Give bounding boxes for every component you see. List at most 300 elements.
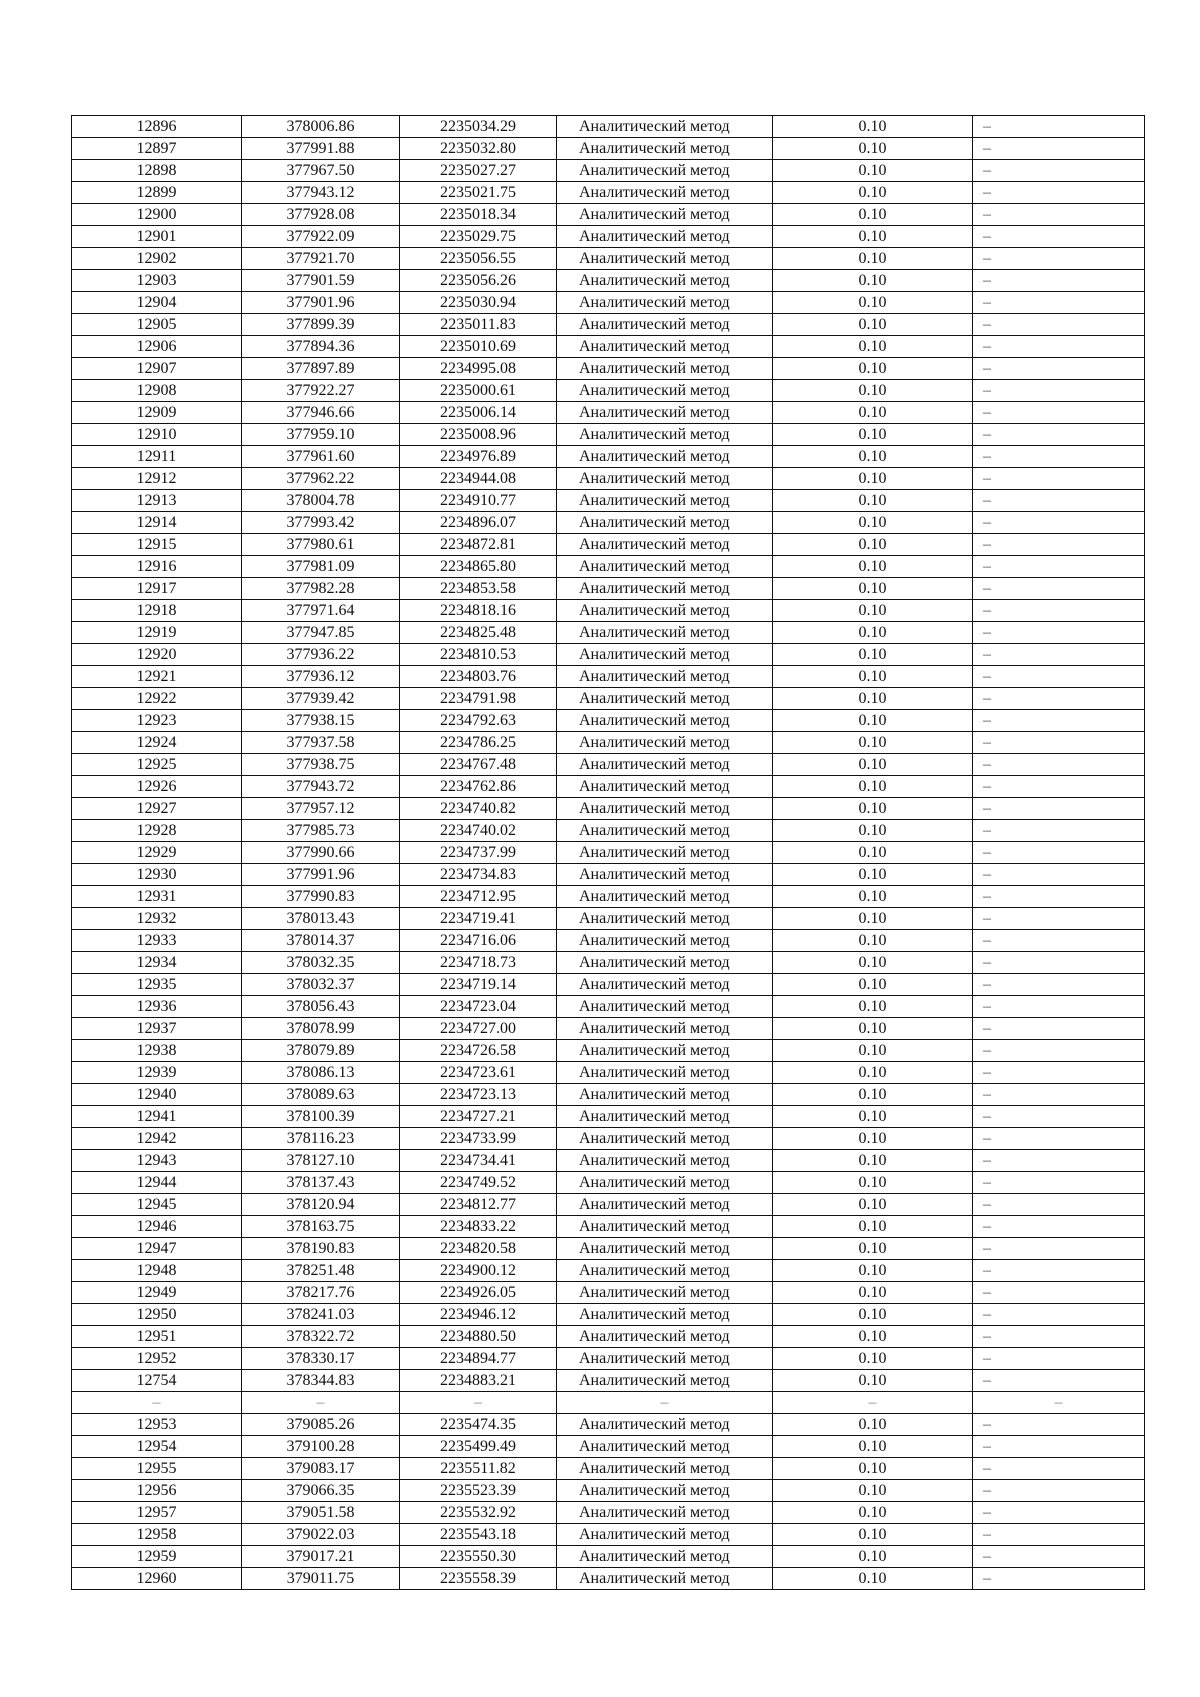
table-row [72,1128,1145,1150]
method-cell: Аналитический метод [557,1326,773,1348]
y-coordinate-cell: 2235008.96 [400,424,557,446]
method-cell: Аналитический метод [557,1260,773,1282]
x-coordinate-cell: 377894.36 [242,336,400,358]
y-coordinate-cell: 2234818.16 [400,600,557,622]
note-cell: – [973,116,1145,138]
accuracy-cell: 0.10 [773,1216,973,1238]
x-coordinate-cell: 377938.15 [242,710,400,732]
x-coordinate-cell: 378013.43 [242,908,400,930]
point-number-cell: 12953 [72,1414,242,1436]
point-number-cell: 12950 [72,1304,242,1326]
x-coordinate-cell: 377962.22 [242,468,400,490]
table-row [72,468,1145,490]
x-coordinate-cell: 378004.78 [242,490,400,512]
point-number-cell: 12939 [72,1062,242,1084]
x-coordinate-cell: 379011.75 [242,1568,400,1590]
point-number-cell: 12921 [72,666,242,688]
y-coordinate-cell: 2234723.04 [400,996,557,1018]
table-row [72,402,1145,424]
x-coordinate-cell: 377928.08 [242,204,400,226]
point-number-cell: 12926 [72,776,242,798]
y-coordinate-cell: 2235056.55 [400,248,557,270]
note-cell: – [973,468,1145,490]
method-cell: Аналитический метод [557,578,773,600]
point-number-cell: 12907 [72,358,242,380]
x-coordinate-cell: 377936.22 [242,644,400,666]
point-number-cell: 12918 [72,600,242,622]
note-cell: – [973,1326,1145,1348]
accuracy-cell: 0.10 [773,226,973,248]
x-coordinate-cell: 378137.43 [242,1172,400,1194]
accuracy-cell: 0.10 [773,776,973,798]
note-cell: – [973,1128,1145,1150]
point-number-cell: – [72,1392,242,1414]
x-coordinate-cell: 378322.72 [242,1326,400,1348]
x-coordinate-cell: 377938.75 [242,754,400,776]
accuracy-cell: 0.10 [773,622,973,644]
y-coordinate-cell: 2234723.61 [400,1062,557,1084]
y-coordinate-cell: 2234762.86 [400,776,557,798]
table-row [72,820,1145,842]
x-coordinate-cell: 378116.23 [242,1128,400,1150]
x-coordinate-cell: 377936.12 [242,666,400,688]
y-coordinate-cell: 2234825.48 [400,622,557,644]
x-coordinate-cell: 378014.37 [242,930,400,952]
accuracy-cell: 0.10 [773,1546,973,1568]
point-number-cell: 12897 [72,138,242,160]
point-number-cell: 12917 [72,578,242,600]
table-row [72,1084,1145,1106]
method-cell: Аналитический метод [557,556,773,578]
y-coordinate-cell: 2234883.21 [400,1370,557,1392]
y-coordinate-cell: 2235006.14 [400,402,557,424]
x-coordinate-cell: 377897.89 [242,358,400,380]
point-number-cell: 12903 [72,270,242,292]
table-row [72,974,1145,996]
note-cell: – [973,1084,1145,1106]
method-cell: Аналитический метод [557,270,773,292]
x-coordinate-cell: 378100.39 [242,1106,400,1128]
y-coordinate-cell: 2235018.34 [400,204,557,226]
method-cell: Аналитический метод [557,1502,773,1524]
table-row [72,1370,1145,1392]
table-row [72,512,1145,534]
y-coordinate-cell: 2234726.58 [400,1040,557,1062]
accuracy-cell: 0.10 [773,952,973,974]
accuracy-cell: 0.10 [773,204,973,226]
point-number-cell: 12936 [72,996,242,1018]
y-coordinate-cell: 2234865.80 [400,556,557,578]
accuracy-cell: 0.10 [773,1370,973,1392]
table-row [72,380,1145,402]
note-cell: – [973,996,1145,1018]
note-cell: – [973,248,1145,270]
table-row [72,644,1145,666]
accuracy-cell: 0.10 [773,1084,973,1106]
table-row [72,710,1145,732]
note-cell: – [973,380,1145,402]
accuracy-cell: 0.10 [773,996,973,1018]
table-row [72,732,1145,754]
point-number-cell: 12960 [72,1568,242,1590]
accuracy-cell: 0.10 [773,1436,973,1458]
accuracy-cell: 0.10 [773,688,973,710]
point-number-cell: 12913 [72,490,242,512]
table-row [72,1326,1145,1348]
table-row [72,336,1145,358]
point-number-cell: 12896 [72,116,242,138]
method-cell: Аналитический метод [557,138,773,160]
x-coordinate-cell: 379085.26 [242,1414,400,1436]
table-row [72,1062,1145,1084]
x-coordinate-cell: 377990.83 [242,886,400,908]
method-cell: Аналитический метод [557,424,773,446]
note-cell: – [973,1282,1145,1304]
accuracy-cell: 0.10 [773,798,973,820]
table-row [72,446,1145,468]
point-number-cell: 12925 [72,754,242,776]
note-cell: – [973,1458,1145,1480]
y-coordinate-cell: 2235550.30 [400,1546,557,1568]
method-cell: Аналитический метод [557,380,773,402]
accuracy-cell: 0.10 [773,138,973,160]
note-cell: – [973,1524,1145,1546]
y-coordinate-cell: 2235511.82 [400,1458,557,1480]
note-cell: – [973,1018,1145,1040]
accuracy-cell: 0.10 [773,534,973,556]
accuracy-cell: 0.10 [773,160,973,182]
note-cell: – [973,1546,1145,1568]
point-number-cell: 12898 [72,160,242,182]
point-number-cell: 12949 [72,1282,242,1304]
method-cell: Аналитический метод [557,402,773,424]
note-cell: – [973,754,1145,776]
point-number-cell: 12954 [72,1436,242,1458]
accuracy-cell: 0.10 [773,1062,973,1084]
table-row [72,204,1145,226]
y-coordinate-cell: 2234723.13 [400,1084,557,1106]
x-coordinate-cell: 377980.61 [242,534,400,556]
table-row [72,1348,1145,1370]
method-cell: Аналитический метод [557,1194,773,1216]
y-coordinate-cell: – [400,1392,557,1414]
table-row [72,578,1145,600]
table-row [72,556,1145,578]
x-coordinate-cell: 378056.43 [242,996,400,1018]
x-coordinate-cell: 378163.75 [242,1216,400,1238]
y-coordinate-cell: 2235011.83 [400,314,557,336]
note-cell: – [973,710,1145,732]
accuracy-cell: 0.10 [773,446,973,468]
point-number-cell: 12941 [72,1106,242,1128]
accuracy-cell: 0.10 [773,468,973,490]
accuracy-cell: 0.10 [773,644,973,666]
y-coordinate-cell: 2234812.77 [400,1194,557,1216]
table-row [72,226,1145,248]
x-coordinate-cell: 378127.10 [242,1150,400,1172]
table-row [72,996,1145,1018]
accuracy-cell: 0.10 [773,600,973,622]
method-cell: Аналитический метод [557,776,773,798]
table-row [72,1150,1145,1172]
method-cell: Аналитический метод [557,908,773,930]
table-row [72,1502,1145,1524]
table-row [72,776,1145,798]
table-row [72,182,1145,204]
y-coordinate-cell: 2235034.29 [400,116,557,138]
point-number-cell: 12916 [72,556,242,578]
accuracy-cell: 0.10 [773,1458,973,1480]
x-coordinate-cell: 377937.58 [242,732,400,754]
table-row [72,1216,1145,1238]
method-cell: Аналитический метод [557,182,773,204]
point-number-cell: 12945 [72,1194,242,1216]
method-cell: Аналитический метод [557,1172,773,1194]
table-row [72,1040,1145,1062]
note-cell: – [973,666,1145,688]
accuracy-cell: 0.10 [773,974,973,996]
method-cell: Аналитический метод [557,534,773,556]
note-cell: – [973,1062,1145,1084]
note-cell: – [973,578,1145,600]
y-coordinate-cell: 2234786.25 [400,732,557,754]
accuracy-cell: 0.10 [773,930,973,952]
accuracy-cell: 0.10 [773,710,973,732]
point-number-cell: 12959 [72,1546,242,1568]
method-cell: Аналитический метод [557,358,773,380]
note-cell: – [973,534,1145,556]
point-number-cell: 12934 [72,952,242,974]
y-coordinate-cell: 2234740.02 [400,820,557,842]
x-coordinate-cell: 379083.17 [242,1458,400,1480]
table-row [72,358,1145,380]
method-cell: Аналитический метод [557,754,773,776]
note-cell: – [973,908,1145,930]
table-row [72,1238,1145,1260]
note-cell: – [973,1194,1145,1216]
y-coordinate-cell: 2234820.58 [400,1238,557,1260]
table-row [72,1436,1145,1458]
table-row [72,688,1145,710]
x-coordinate-cell: 377961.60 [242,446,400,468]
method-cell: Аналитический метод [557,1128,773,1150]
x-coordinate-cell: 377901.96 [242,292,400,314]
accuracy-cell: 0.10 [773,754,973,776]
method-cell: Аналитический метод [557,622,773,644]
x-coordinate-cell: 377991.88 [242,138,400,160]
x-coordinate-cell: 379051.58 [242,1502,400,1524]
table-row [72,1018,1145,1040]
accuracy-cell: 0.10 [773,1502,973,1524]
y-coordinate-cell: 2235474.35 [400,1414,557,1436]
note-cell: – [973,1172,1145,1194]
note-cell: – [973,1348,1145,1370]
table-row [72,1172,1145,1194]
accuracy-cell: 0.10 [773,1260,973,1282]
point-number-cell: 12955 [72,1458,242,1480]
accuracy-cell: – [773,1392,973,1414]
y-coordinate-cell: 2234712.95 [400,886,557,908]
point-number-cell: 12927 [72,798,242,820]
method-cell: Аналитический метод [557,1480,773,1502]
note-cell: – [973,270,1145,292]
x-coordinate-cell: 377967.50 [242,160,400,182]
method-cell: Аналитический метод [557,336,773,358]
accuracy-cell: 0.10 [773,182,973,204]
note-cell: – [973,446,1145,468]
method-cell: Аналитический метод [557,1414,773,1436]
y-coordinate-cell: 2235543.18 [400,1524,557,1546]
method-cell: Аналитический метод [557,732,773,754]
accuracy-cell: 0.10 [773,1480,973,1502]
y-coordinate-cell: 2235558.39 [400,1568,557,1590]
accuracy-cell: 0.10 [773,314,973,336]
point-number-cell: 12899 [72,182,242,204]
point-number-cell: 12938 [72,1040,242,1062]
y-coordinate-cell: 2235000.61 [400,380,557,402]
accuracy-cell: 0.10 [773,1524,973,1546]
x-coordinate-cell: – [242,1392,400,1414]
method-cell: Аналитический метод [557,512,773,534]
point-number-cell: 12928 [72,820,242,842]
method-cell: – [557,1392,773,1414]
note-cell: – [973,776,1145,798]
x-coordinate-cell: 377946.66 [242,402,400,424]
x-coordinate-cell: 377971.64 [242,600,400,622]
table-row [72,292,1145,314]
x-coordinate-cell: 377901.59 [242,270,400,292]
method-cell: Аналитический метод [557,644,773,666]
table-row [72,160,1145,182]
accuracy-cell: 0.10 [773,886,973,908]
y-coordinate-cell: 2234716.06 [400,930,557,952]
note-cell: – [973,1238,1145,1260]
accuracy-cell: 0.10 [773,1194,973,1216]
point-number-cell: 12947 [72,1238,242,1260]
table-row [72,116,1145,138]
table-row [72,424,1145,446]
table-row [72,842,1145,864]
note-cell: – [973,1040,1145,1062]
point-number-cell: 12922 [72,688,242,710]
y-coordinate-cell: 2235499.49 [400,1436,557,1458]
table-row [72,864,1145,886]
point-number-cell: 12923 [72,710,242,732]
table-row [72,1414,1145,1436]
point-number-cell: 12914 [72,512,242,534]
note-cell: – [973,1216,1145,1238]
x-coordinate-cell: 378032.37 [242,974,400,996]
table-row [72,886,1145,908]
x-coordinate-cell: 378079.89 [242,1040,400,1062]
accuracy-cell: 0.10 [773,1018,973,1040]
y-coordinate-cell: 2234894.77 [400,1348,557,1370]
x-coordinate-cell: 378120.94 [242,1194,400,1216]
method-cell: Аналитический метод [557,1238,773,1260]
note-cell: – [973,358,1145,380]
x-coordinate-cell: 378190.83 [242,1238,400,1260]
note-cell: – [973,1502,1145,1524]
x-coordinate-cell: 377991.96 [242,864,400,886]
point-number-cell: 12951 [72,1326,242,1348]
note-cell: – [973,292,1145,314]
note-cell: – [973,930,1145,952]
accuracy-cell: 0.10 [773,1238,973,1260]
method-cell: Аналитический метод [557,974,773,996]
y-coordinate-cell: 2234727.21 [400,1106,557,1128]
y-coordinate-cell: 2234733.99 [400,1128,557,1150]
table-row [72,930,1145,952]
table-row [72,600,1145,622]
point-number-cell: 12910 [72,424,242,446]
table-row [72,138,1145,160]
table-row [72,1392,1145,1414]
y-coordinate-cell: 2234767.48 [400,754,557,776]
method-cell: Аналитический метод [557,116,773,138]
method-cell: Аналитический метод [557,1370,773,1392]
accuracy-cell: 0.10 [773,1172,973,1194]
accuracy-cell: 0.10 [773,1106,973,1128]
accuracy-cell: 0.10 [773,1326,973,1348]
note-cell: – [973,1568,1145,1590]
method-cell: Аналитический метод [557,1282,773,1304]
note-cell: – [973,600,1145,622]
method-cell: Аналитический метод [557,1106,773,1128]
x-coordinate-cell: 377943.12 [242,182,400,204]
table-row [72,798,1145,820]
y-coordinate-cell: 2235010.69 [400,336,557,358]
table-row [72,622,1145,644]
method-cell: Аналитический метод [557,1040,773,1062]
method-cell: Аналитический метод [557,1084,773,1106]
table-row [72,1106,1145,1128]
accuracy-cell: 0.10 [773,402,973,424]
point-number-cell: 12956 [72,1480,242,1502]
note-cell: – [973,1370,1145,1392]
y-coordinate-cell: 2235027.27 [400,160,557,182]
y-coordinate-cell: 2234995.08 [400,358,557,380]
point-number-cell: 12901 [72,226,242,248]
note-cell: – [973,512,1145,534]
note-cell: – [973,1260,1145,1282]
method-cell: Аналитический метод [557,930,773,952]
method-cell: Аналитический метод [557,446,773,468]
y-coordinate-cell: 2234896.07 [400,512,557,534]
table-row [72,1546,1145,1568]
point-number-cell: 12915 [72,534,242,556]
table-row [72,908,1145,930]
accuracy-cell: 0.10 [773,424,973,446]
point-number-cell: 12929 [72,842,242,864]
x-coordinate-cell: 377957.12 [242,798,400,820]
table-row [72,490,1145,512]
x-coordinate-cell: 377899.39 [242,314,400,336]
method-cell: Аналитический метод [557,842,773,864]
method-cell: Аналитический метод [557,1216,773,1238]
y-coordinate-cell: 2234880.50 [400,1326,557,1348]
note-cell: – [973,204,1145,226]
note-cell: – [973,864,1145,886]
y-coordinate-cell: 2234833.22 [400,1216,557,1238]
table-row [72,1194,1145,1216]
accuracy-cell: 0.10 [773,270,973,292]
note-cell: – [973,798,1145,820]
y-coordinate-cell: 2235523.39 [400,1480,557,1502]
coordinates-table-body [72,116,1145,1590]
point-number-cell: 12948 [72,1260,242,1282]
note-cell: – [973,1480,1145,1502]
point-number-cell: 12909 [72,402,242,424]
